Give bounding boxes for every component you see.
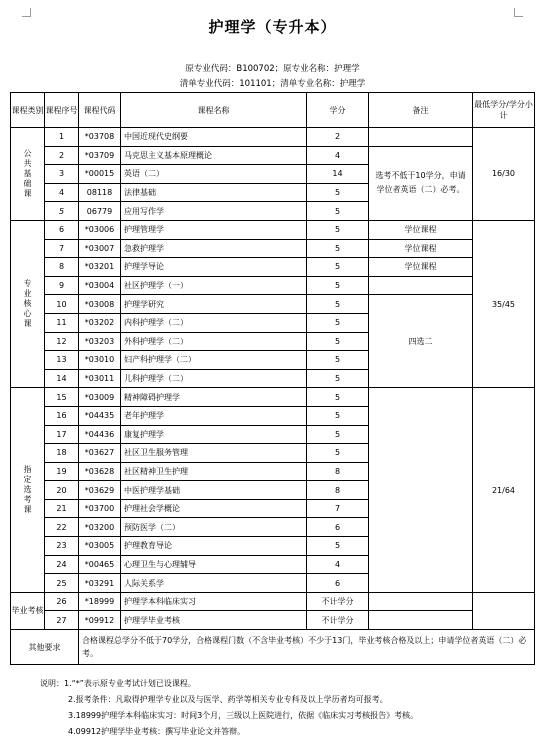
row-code: *04436: [79, 425, 121, 444]
row-seq: 26: [45, 592, 79, 611]
row-code: *03008: [79, 295, 121, 314]
row-credit: 5: [307, 276, 369, 295]
row-credit: 5: [307, 537, 369, 556]
row-seq: 12: [45, 332, 79, 351]
row-name: 护理教育导论: [121, 537, 307, 556]
table-row: [11, 295, 535, 314]
row-seq: 23: [45, 537, 79, 556]
row-seq: 27: [45, 611, 79, 630]
row-seq: 5: [45, 202, 79, 221]
table-row: [11, 239, 535, 258]
table-row: [11, 592, 535, 611]
row-credit: 4: [307, 146, 369, 165]
row-name: 康复护理学: [121, 425, 307, 444]
header-name: 课程名称: [121, 93, 307, 128]
remark-empty: [369, 128, 473, 147]
row-code: *03007: [79, 239, 121, 258]
row-name: 社区精神卫生护理: [121, 462, 307, 481]
row-name: 社区护理学（一）: [121, 276, 307, 295]
remark-empty: [369, 592, 473, 611]
row-seq: 25: [45, 574, 79, 593]
row-name: 护理学研究: [121, 295, 307, 314]
row-name: 外科护理学（二）: [121, 332, 307, 351]
row-code: *03203: [79, 332, 121, 351]
row-credit: 8: [307, 462, 369, 481]
row-credit: 4: [307, 555, 369, 574]
row-name: 精神障碍护理学: [121, 388, 307, 407]
header-remark: 备注: [369, 93, 473, 128]
row-code: *03202: [79, 313, 121, 332]
row-name: 心理卫生与心理辅导: [121, 555, 307, 574]
row-name: 护理社会学概论: [121, 499, 307, 518]
row-credit: 7: [307, 499, 369, 518]
header-credit: 学分: [307, 93, 369, 128]
category-other: 其他要求: [11, 630, 79, 665]
notes: [40, 676, 418, 740]
row-credit: 5: [307, 406, 369, 425]
header-min-credit: 最低学分/学分小计: [473, 93, 535, 128]
row-code: *03700: [79, 499, 121, 518]
row-credit: 5: [307, 388, 369, 407]
remark-degree-course: 学位课程: [369, 220, 473, 239]
table-row: [11, 258, 535, 277]
row-credit: 5: [307, 425, 369, 444]
row-seq: 2: [45, 146, 79, 165]
row-credit: 5: [307, 258, 369, 277]
table-row: [11, 276, 535, 295]
row-seq: 21: [45, 499, 79, 518]
row-name: 预防医学（二）: [121, 518, 307, 537]
row-name: 人际关系学: [121, 574, 307, 593]
row-seq: 16: [45, 406, 79, 425]
table-row: [11, 388, 535, 407]
row-seq: 11: [45, 313, 79, 332]
row-credit: 14: [307, 165, 369, 184]
row-seq: 9: [45, 276, 79, 295]
row-credit: 5: [307, 332, 369, 351]
row-credit: 2: [307, 128, 369, 147]
row-code: *03201: [79, 258, 121, 277]
row-code: *03709: [79, 146, 121, 165]
other-requirement-text: 合格课程总学分不低于70学分，合格课程门数（不含毕业考核）不少于13门，毕业考核合格及以上；申请学位者英语（二）必考。: [79, 630, 535, 665]
row-code: 06779: [79, 202, 121, 221]
row-name: 老年护理学: [121, 406, 307, 425]
row-name: 妇产科护理学（二）: [121, 351, 307, 370]
row-code: 08118: [79, 183, 121, 202]
row-name: 应用写作学: [121, 202, 307, 221]
min-credit-core: 35/45: [473, 220, 535, 387]
row-seq: 24: [45, 555, 79, 574]
table-row: [11, 128, 535, 147]
min-credit-elective: 21/64: [473, 388, 535, 593]
row-credit: 8: [307, 481, 369, 500]
row-name: 社区卫生服务管理: [121, 444, 307, 463]
row-seq: 18: [45, 444, 79, 463]
category-core: 专业核心课: [11, 220, 45, 387]
row-name: 儿科护理学（二）: [121, 369, 307, 388]
row-credit: 不计学分: [307, 592, 369, 611]
row-name: 急救护理学: [121, 239, 307, 258]
curriculum-table: [10, 92, 535, 665]
row-code: *00465: [79, 555, 121, 574]
table-row: [11, 611, 535, 630]
row-code: *03010: [79, 351, 121, 370]
row-name: 英语（二）: [121, 165, 307, 184]
row-seq: 20: [45, 481, 79, 500]
min-credit-empty: [473, 592, 535, 629]
row-credit: 6: [307, 574, 369, 593]
row-seq: 19: [45, 462, 79, 481]
note-line: 说明：1.“*”表示原专业考试计划已设课程。: [40, 679, 196, 688]
row-code: *03629: [79, 481, 121, 500]
note-line: 3.18999护理学本科临床实习：时间3个月，三级以上医院进行，依据《临床实习考核报告》考核。: [68, 711, 419, 720]
category-elective: 指定选考课: [11, 388, 45, 593]
row-seq: 17: [45, 425, 79, 444]
other-requirement-row: [11, 630, 535, 665]
remark-empty: [369, 276, 473, 295]
row-name: 法律基础: [121, 183, 307, 202]
row-seq: 22: [45, 518, 79, 537]
row-code: *03005: [79, 537, 121, 556]
row-credit: 5: [307, 313, 369, 332]
row-credit: 5: [307, 369, 369, 388]
row-credit: 不计学分: [307, 611, 369, 630]
row-seq: 6: [45, 220, 79, 239]
row-seq: 4: [45, 183, 79, 202]
row-code: *03291: [79, 574, 121, 593]
remark-empty: [369, 388, 473, 593]
row-name: 内科护理学（二）: [121, 313, 307, 332]
category-graduation: 毕业考核: [11, 592, 45, 629]
row-name: 马克思主义基本原理概论: [121, 146, 307, 165]
note-line: 4.09912护理学毕业考核：撰写毕业论文并答辩。: [68, 727, 246, 736]
table-row: [11, 146, 535, 165]
note-line: 2.报考条件：凡取得护理学专业以及与医学、药学等相关专业专科及以上学历者均可报考。: [68, 695, 388, 704]
row-seq: 3: [45, 165, 79, 184]
row-code: *03006: [79, 220, 121, 239]
row-seq: 8: [45, 258, 79, 277]
row-seq: 10: [45, 295, 79, 314]
row-seq: 1: [45, 128, 79, 147]
row-name: 护理学导论: [121, 258, 307, 277]
table-header-row: [11, 93, 535, 128]
row-code: *03627: [79, 444, 121, 463]
list-major-code: 清单专业代码：101101；清单专业名称：护理学: [179, 79, 366, 89]
row-code: *04435: [79, 406, 121, 425]
row-code: *03628: [79, 462, 121, 481]
row-code: *09912: [79, 611, 121, 630]
remark-choose-two: 四选二: [369, 295, 473, 388]
row-code: *03009: [79, 388, 121, 407]
row-name: 护理学本科临床实习: [121, 592, 307, 611]
row-credit: 5: [307, 220, 369, 239]
header-code: 课程代码: [79, 93, 121, 128]
row-seq: 13: [45, 351, 79, 370]
row-seq: 7: [45, 239, 79, 258]
row-seq: 14: [45, 369, 79, 388]
row-credit: 5: [307, 202, 369, 221]
row-credit: 5: [307, 351, 369, 370]
row-code: *03011: [79, 369, 121, 388]
row-credit: 6: [307, 518, 369, 537]
row-credit: 5: [307, 444, 369, 463]
remark-degree-course: 学位课程: [369, 239, 473, 258]
header-category: 课程类别: [11, 93, 45, 128]
row-seq: 15: [45, 388, 79, 407]
remark-public: 选考不低于10学分，申请学位者英语（二）必考。: [369, 146, 473, 220]
row-code: *18999: [79, 592, 121, 611]
row-name: 护理管理学: [121, 220, 307, 239]
row-credit: 5: [307, 295, 369, 314]
row-code: *03004: [79, 276, 121, 295]
table-row: [11, 220, 535, 239]
row-credit: 5: [307, 183, 369, 202]
original-major-code: 原专业代码：B100702；原专业名称：护理学: [185, 64, 360, 74]
remark-empty: [369, 611, 473, 630]
row-credit: 5: [307, 239, 369, 258]
row-code: *00015: [79, 165, 121, 184]
row-name: 中国近现代史纲要: [121, 128, 307, 147]
row-name: 护理学毕业考核: [121, 611, 307, 630]
row-code: *03708: [79, 128, 121, 147]
min-credit-public: 16/30: [473, 128, 535, 221]
remark-degree-course: 学位课程: [369, 258, 473, 277]
row-code: *03200: [79, 518, 121, 537]
row-name: 中医护理学基础: [121, 481, 307, 500]
category-public: 公共基础课: [11, 128, 45, 221]
page-title: 护理学（专升本）: [208, 18, 337, 36]
header-seq: 课程序号: [45, 93, 79, 128]
